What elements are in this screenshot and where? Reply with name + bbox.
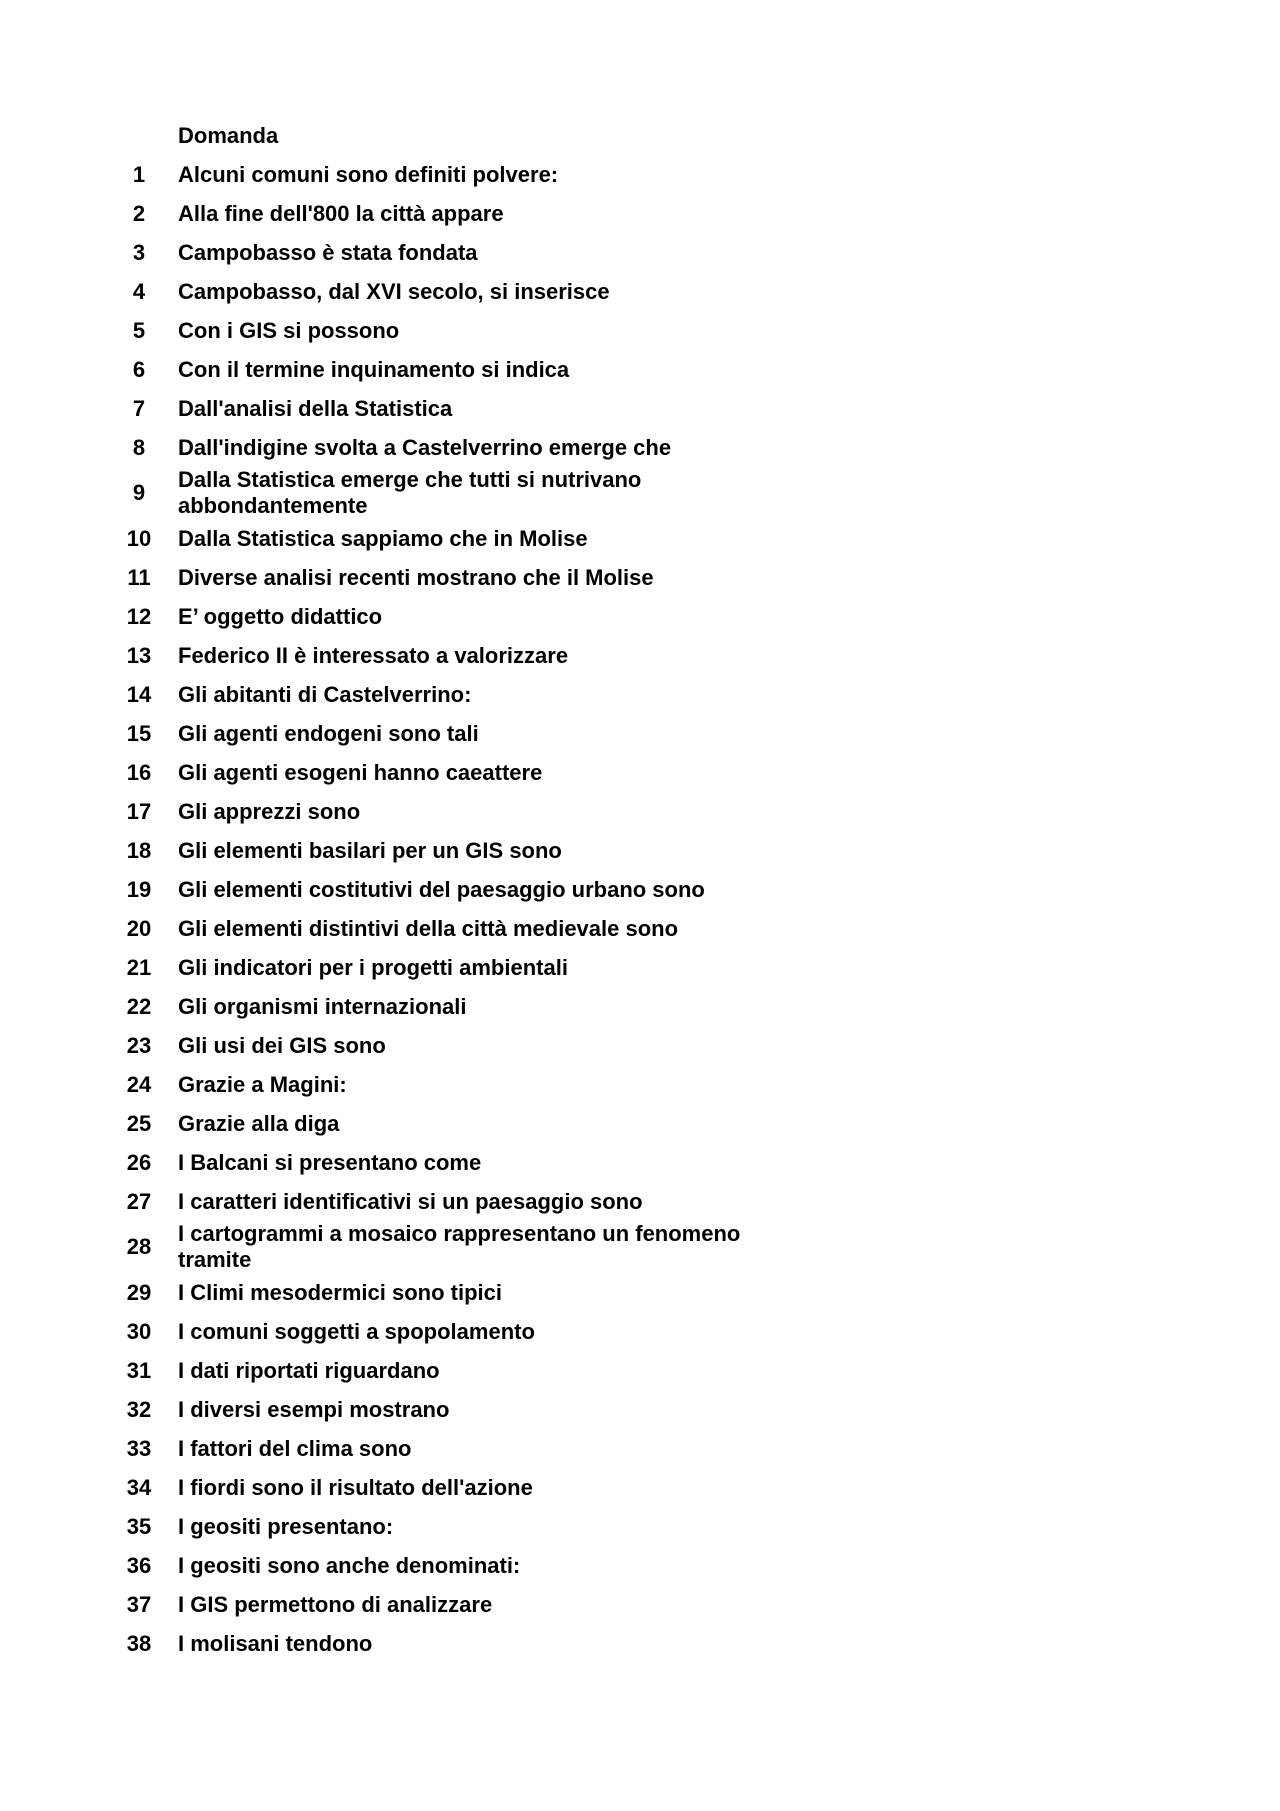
row-number: 27 xyxy=(126,1188,152,1214)
row-number: 4 xyxy=(132,278,146,304)
question-text: I cartogrammi a mosaico rappresentano un fenomeno tramite xyxy=(178,1221,741,1272)
table-row xyxy=(100,948,800,987)
table-row xyxy=(100,350,800,389)
row-number: 28 xyxy=(126,1234,152,1259)
question-text: Alcuni comuni sono definiti polvere: xyxy=(178,161,559,187)
question-text: I fiordi sono il risultato dell'azione xyxy=(178,1474,533,1500)
question-text: Gli elementi distintivi della città medievale sono xyxy=(178,915,679,941)
question-text: I fattori del clima sono xyxy=(178,1435,412,1461)
row-number: 2 xyxy=(132,200,146,226)
row-number: 24 xyxy=(126,1071,152,1097)
table-row xyxy=(100,1182,800,1221)
question-text: Dall'analisi della Statistica xyxy=(178,395,453,421)
question-text: Grazie a Magini: xyxy=(178,1071,347,1097)
row-number: 5 xyxy=(132,317,146,343)
question-text: I molisani tendono xyxy=(178,1630,373,1656)
question-text: I dati riportati riguardano xyxy=(178,1357,440,1383)
table-row xyxy=(100,987,800,1026)
question-text: Gli agenti endogeni sono tali xyxy=(178,720,479,746)
row-number: 19 xyxy=(126,876,152,902)
question-text: Gli organismi internazionali xyxy=(178,993,467,1019)
table-row xyxy=(100,1468,800,1507)
row-number: 9 xyxy=(132,480,146,505)
question-text: I geositi presentano: xyxy=(178,1513,394,1539)
question-text: Dalla Statistica emerge che tutti si nutrivano abbondantemente xyxy=(178,467,642,518)
row-number: 25 xyxy=(126,1110,152,1136)
question-text: Con il termine inquinamento si indica xyxy=(178,356,570,382)
table-row xyxy=(100,1273,800,1312)
table-row xyxy=(100,675,800,714)
row-number: 17 xyxy=(126,798,152,824)
question-text: I caratteri identificativi si un paesaggio sono xyxy=(178,1188,643,1214)
row-number: 31 xyxy=(126,1357,152,1383)
table-row xyxy=(100,1624,800,1663)
questions-table xyxy=(100,116,800,1663)
row-number: 35 xyxy=(126,1513,152,1539)
row-number: 13 xyxy=(126,642,152,668)
table-row xyxy=(100,1221,800,1273)
table-row xyxy=(100,1585,800,1624)
table-row xyxy=(100,194,800,233)
table-row xyxy=(100,1312,800,1351)
question-text: Diverse analisi recenti mostrano che il Molise xyxy=(178,564,654,590)
row-number: 37 xyxy=(126,1591,152,1617)
table-row xyxy=(100,753,800,792)
row-number: 18 xyxy=(126,837,152,863)
row-number: 15 xyxy=(126,720,152,746)
row-number: 26 xyxy=(126,1149,152,1175)
question-text: I diversi esempi mostrano xyxy=(178,1396,450,1422)
table-row xyxy=(100,1065,800,1104)
table-row xyxy=(100,233,800,272)
table-row xyxy=(100,1026,800,1065)
question-text: Gli agenti esogeni hanno caeattere xyxy=(178,759,543,785)
row-number: 6 xyxy=(132,356,146,382)
row-number: 23 xyxy=(126,1032,152,1058)
row-number: 7 xyxy=(132,395,146,421)
table-row xyxy=(100,155,800,194)
table-row xyxy=(100,272,800,311)
question-text: E’ oggetto didattico xyxy=(178,603,383,629)
row-number: 38 xyxy=(126,1630,152,1656)
question-text: Gli usi dei GIS sono xyxy=(178,1032,386,1058)
question-text: Gli elementi costitutivi del paesaggio urbano sono xyxy=(178,876,705,902)
table-row xyxy=(100,597,800,636)
row-number: 32 xyxy=(126,1396,152,1422)
table-row xyxy=(100,311,800,350)
row-number: 21 xyxy=(126,954,152,980)
table-row xyxy=(100,714,800,753)
question-text: Gli indicatori per i progetti ambientali xyxy=(178,954,568,980)
table-row xyxy=(100,1351,800,1390)
table-row xyxy=(100,636,800,675)
table-row xyxy=(100,870,800,909)
question-text: Alla fine dell'800 la città appare xyxy=(178,200,504,226)
row-number: 10 xyxy=(126,525,152,551)
table-row xyxy=(100,831,800,870)
table-row xyxy=(100,792,800,831)
question-text: Grazie alla diga xyxy=(178,1110,340,1136)
row-number: 1 xyxy=(132,161,146,187)
row-number: 29 xyxy=(126,1279,152,1305)
row-number: 20 xyxy=(126,915,152,941)
table-row xyxy=(100,909,800,948)
table-row xyxy=(100,467,800,519)
question-text: I Balcani si presentano come xyxy=(178,1149,482,1175)
row-number: 34 xyxy=(126,1474,152,1500)
row-number: 12 xyxy=(126,603,152,629)
question-text: I comuni soggetti a spopolamento xyxy=(178,1318,535,1344)
table-row xyxy=(100,1429,800,1468)
table-row xyxy=(100,389,800,428)
question-text: Campobasso è stata fondata xyxy=(178,239,478,265)
row-number: 3 xyxy=(132,239,146,265)
row-number: 30 xyxy=(126,1318,152,1344)
header-domanda: Domanda xyxy=(178,122,279,148)
question-text: Gli apprezzi sono xyxy=(178,798,361,824)
table-row xyxy=(100,1104,800,1143)
row-number: 8 xyxy=(132,434,146,460)
question-text: Campobasso, dal XVI secolo, si inserisce xyxy=(178,278,610,304)
question-text: Gli abitanti di Castelverrino: xyxy=(178,681,472,707)
table-row xyxy=(100,558,800,597)
question-text: Federico II è interessato a valorizzare xyxy=(178,642,569,668)
table-row xyxy=(100,1546,800,1585)
question-text: Dall'indigine svolta a Castelverrino emerge che xyxy=(178,434,672,460)
table-row xyxy=(100,519,800,558)
question-text: I geositi sono anche denominati: xyxy=(178,1552,521,1578)
row-number: 22 xyxy=(126,993,152,1019)
question-text: Con i GIS si possono xyxy=(178,317,400,343)
row-number: 16 xyxy=(126,759,152,785)
table-row xyxy=(100,1143,800,1182)
table-row xyxy=(100,1390,800,1429)
row-number: 11 xyxy=(127,564,151,590)
row-number: 14 xyxy=(126,681,152,707)
question-text: I GIS permettono di analizzare xyxy=(178,1591,493,1617)
question-text: Dalla Statistica sappiamo che in Molise xyxy=(178,525,588,551)
table-header-row xyxy=(100,116,800,155)
table-row xyxy=(100,1507,800,1546)
table-row xyxy=(100,428,800,467)
question-text: Gli elementi basilari per un GIS sono xyxy=(178,837,562,863)
row-number: 36 xyxy=(126,1552,152,1578)
row-number: 33 xyxy=(126,1435,152,1461)
question-text: I Climi mesodermici sono tipici xyxy=(178,1279,502,1305)
